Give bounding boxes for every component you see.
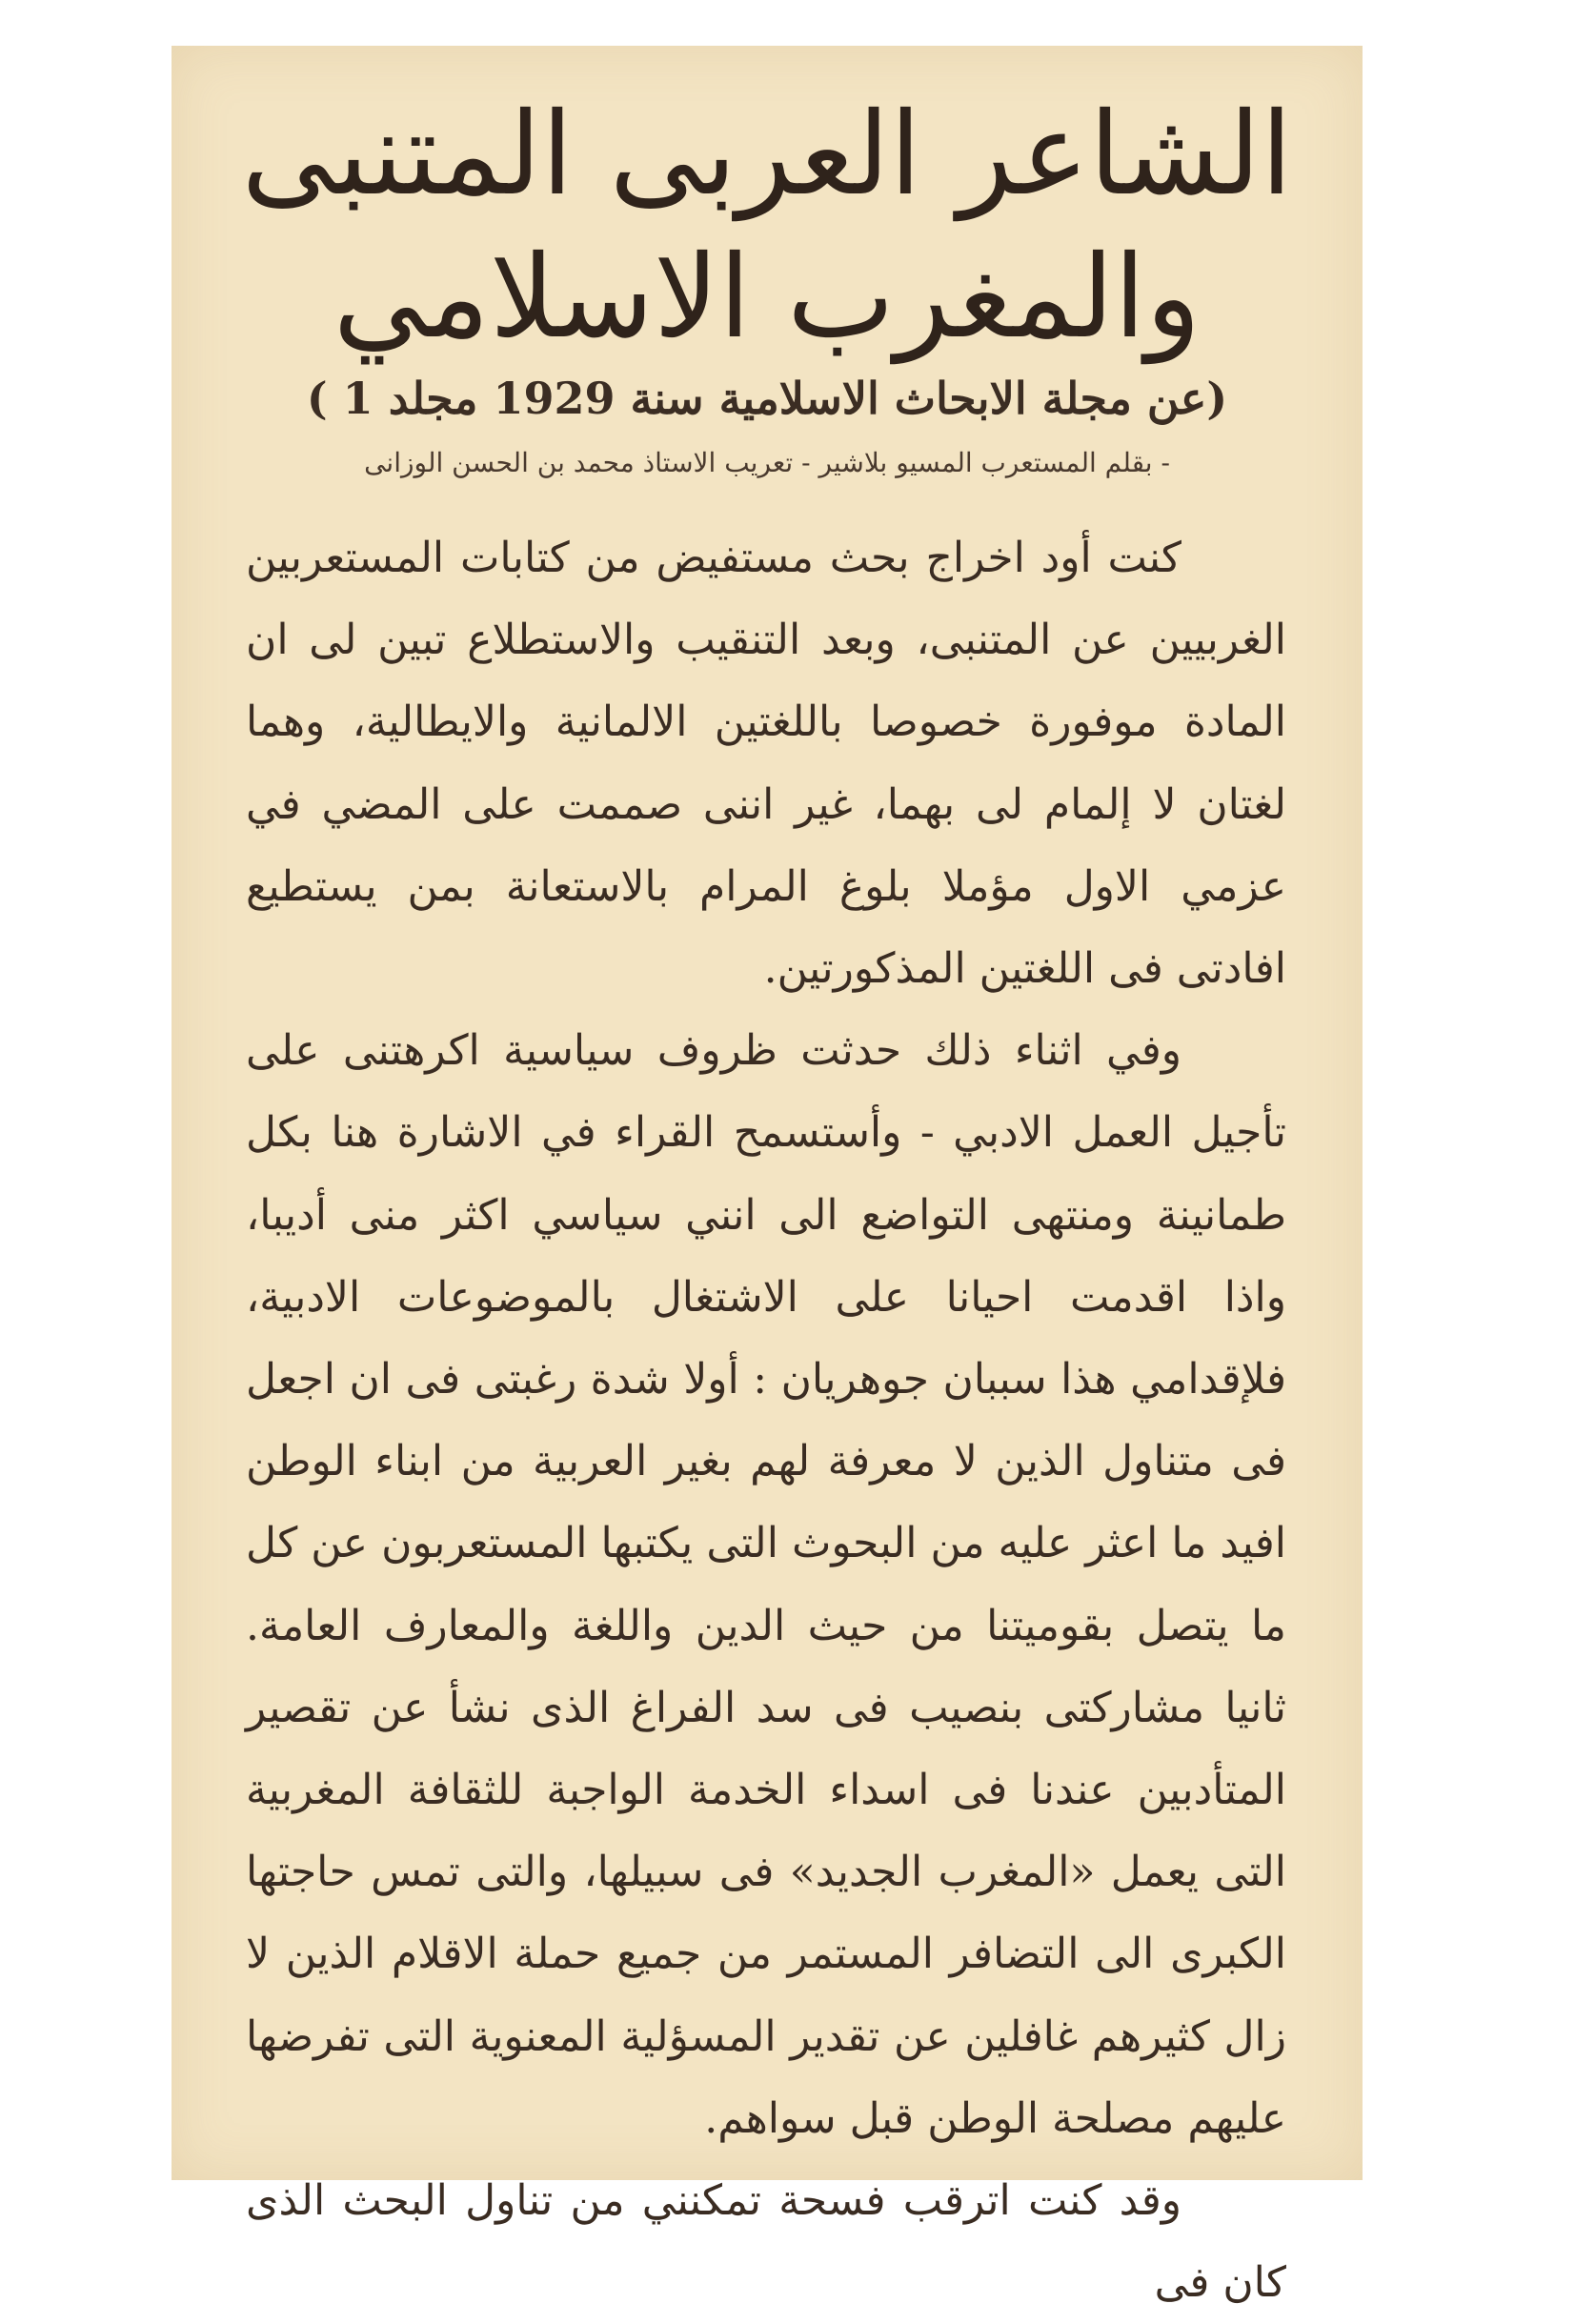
byline: - بقلم المستعرب المسيو بلاشير - تعريب الاستاذ محمد بن الحسن الوزانى (364, 447, 1170, 478)
article-title (172, 84, 1363, 370)
source-citation: (عن مجلة الابحاث الاسلامية سنة 1929 مجلد 1 ) (306, 373, 1228, 424)
paragraph: كنت أود اخراج بحث مستفيض من كتابات المستعربين الغربيين عن المتنبى، وبعد التنقيب والاستطلاع تبين لى ان المادة موفورة خصوصا باللغتين الالمانية والايطالية، وهما لغتان لا إلمام لى بهما، غير اننى صممت على المضي في عزمي الاول مؤملا بلوغ المرام بالاستعانة بمن يستطيع افادتى فى اللغتين المذكورتين. (246, 534, 1286, 994)
paragraph: وفي اثناء ذلك حدثت ظروف سياسية اكرهتنى على تأجيل العمل الادبي - وأستسمح القراء في الاشارة هنا بكل طمانينة ومنتهى التواضع الى انني سياسي اكثر منى أديبا، واذا اقدمت احيانا على الاشتغال بالموضوعات الادبية، فلإقدامي هذا سببان جوهريان : أولا شدة رغبتى فى ان اجعل فى متناول الذين لا معرفة لهم بغير العربية من ابناء الوطن افيد ما اعثر عليه من البحوث التى يكتبها المستعربون عن كل ما يتصل بقوميتنا من حيث الدين واللغة والمعارف العامة. ثانيا مشاركتى بنصيب فى سد الفراغ الذى نشأ عن تقصير المتأدبين عندنا فى اسداء الخدمة الواجبة للثقافة المغربية التى يعمل «المغرب الجديد» فى سبيلها، والتى تمس حاجتها الكبرى الى التضافر المستمر من جميع حملة الاقلام الذين لا زال كثيرهم غافلين عن تقدير المسؤلية المعنوية التى تفرضها عليهم مصلحة الوطن قبل سواهم. (246, 1026, 1286, 2143)
article-body (246, 517, 1286, 2324)
title-line-1: الشاعر العربى المتنبى (241, 89, 1293, 221)
article (172, 46, 1363, 2308)
title-line-2: والمغرب الاسلامي (333, 232, 1201, 364)
paragraph: وقد كنت اترقب فسحة تمكنني من تناول البحث الذى كان فى (246, 2176, 1286, 2308)
scanned-page (172, 46, 1363, 2308)
